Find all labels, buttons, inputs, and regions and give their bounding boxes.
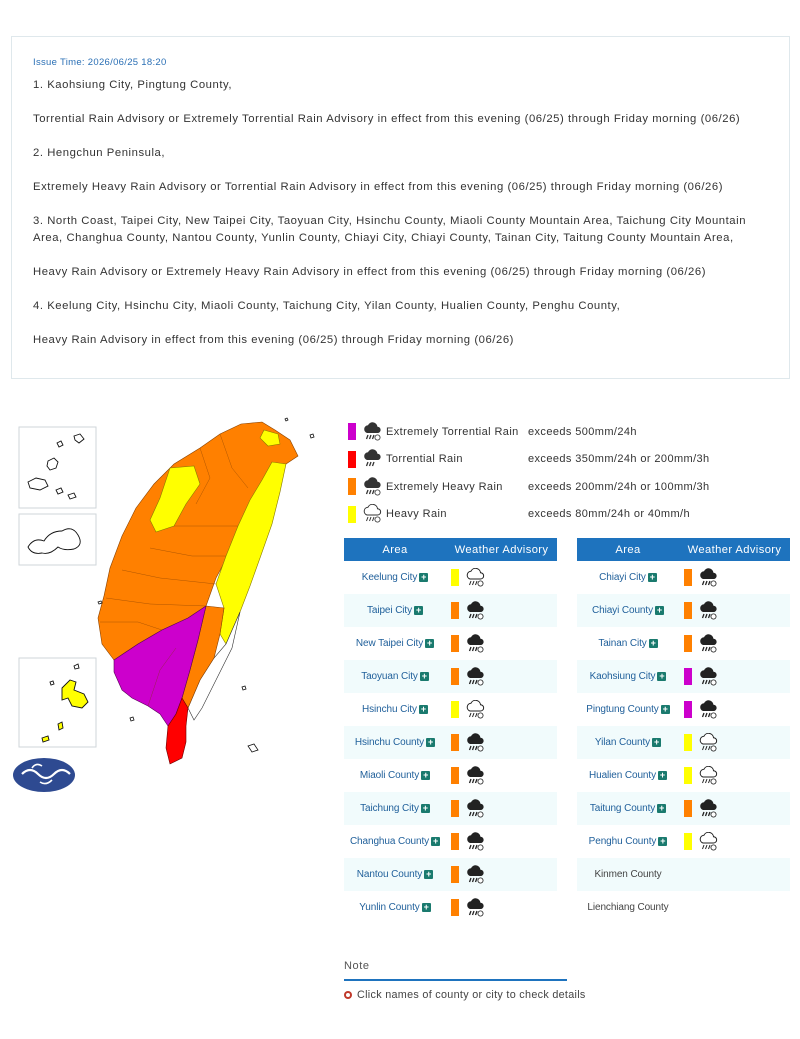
expand-plus-icon[interactable]: + <box>421 670 427 681</box>
advisory-swatch <box>684 833 692 850</box>
advisory-swatch <box>451 701 459 718</box>
area-link[interactable] <box>344 759 446 792</box>
area-link[interactable] <box>344 594 446 627</box>
area-name: Keelung City <box>361 572 418 583</box>
area-name: New Taipei City <box>355 638 424 649</box>
area-name: Tainan City <box>598 638 647 649</box>
table-row <box>344 726 557 759</box>
advisory-cell <box>446 759 557 792</box>
advisory-swatch <box>684 569 692 586</box>
expand-plus-icon[interactable]: + <box>423 769 429 780</box>
expand-plus-icon[interactable]: + <box>659 670 665 681</box>
legend-row <box>348 446 748 474</box>
advisory-legend <box>348 418 748 528</box>
expand-plus-icon[interactable]: + <box>662 703 668 714</box>
area-name: Changhua County <box>349 836 430 847</box>
note-section <box>344 960 586 1001</box>
advisory-swatch <box>451 800 459 817</box>
bulletin-paragraph: Extremely Heavy Rain Advisory or Torrential Rain Advisory in effect from this evening (06/25) through Friday morning (06/26) <box>33 181 724 193</box>
advisory-cell <box>446 891 557 924</box>
note-item <box>344 989 644 1001</box>
advisory-swatch <box>451 866 459 883</box>
advisory-swatch <box>451 569 459 586</box>
bulletin-paragraph: 4. Keelung City, Hsinchu City, Miaoli County, Taichung City, Yilan County, Hualien County, Penghu County, <box>33 300 621 312</box>
advisory-cell <box>679 693 790 726</box>
area-link[interactable] <box>577 627 679 660</box>
legend-row <box>348 418 748 446</box>
heavy-rain-cloud-icon <box>698 700 718 720</box>
advisory-cell <box>679 726 790 759</box>
table-row <box>577 561 790 594</box>
table-row <box>577 792 790 825</box>
area-link[interactable] <box>577 792 679 825</box>
note-text: Click names of county or city to check details <box>357 989 586 1001</box>
bulletin-paragraph: 3. North Coast, Taipei City, New Taipei City, Taoyuan City, Hsinchu County, Miaoli County Mountain Area, Taichung City Mountain Area, Changhua County, Nantou County, Yunlin County, Chiayi City, Chiayi County, Tainan City, Taitung County Mountain Area, <box>33 215 747 244</box>
heavy-rain-cloud-icon <box>465 865 485 885</box>
light-rain-cloud-icon <box>698 766 718 786</box>
advisory-cell <box>679 792 790 825</box>
advisory-swatch <box>451 899 459 916</box>
area-name: Hsinchu City <box>362 704 417 715</box>
bullet-icon <box>344 991 352 999</box>
table-row <box>344 825 557 858</box>
area-link[interactable] <box>577 693 679 726</box>
expand-plus-icon[interactable]: + <box>422 802 428 813</box>
issue-time: Issue Time: 2026/06/25 18:20 <box>33 57 167 68</box>
heavy-rain-cloud-icon <box>465 667 485 687</box>
table-row <box>577 858 790 891</box>
advisory-cell <box>446 792 557 825</box>
area-name: Taipei City <box>366 605 413 616</box>
area-link[interactable] <box>577 594 679 627</box>
heavy-rain-cloud-icon <box>698 601 718 621</box>
area-link[interactable] <box>577 759 679 792</box>
bulletin-paragraph: Torrential Rain Advisory or Extremely Torrential Rain Advisory in effect from this evening (06/25) through Friday morning (06/26) <box>33 113 741 125</box>
advisory-cell <box>446 825 557 858</box>
area-name: Pingtung County <box>586 704 659 715</box>
legend-name: Extremely Torrential Rain <box>386 425 519 438</box>
advisory-table-right <box>577 538 790 924</box>
area-name: Chiayi County <box>592 605 653 616</box>
heavy-rain-cloud-icon <box>698 667 718 687</box>
table-row <box>344 693 557 726</box>
advisory-swatch <box>451 635 459 652</box>
area-name: Hsinchu County <box>354 737 425 748</box>
table-row <box>577 759 790 792</box>
area-link[interactable] <box>344 825 446 858</box>
advisory-cell <box>679 561 790 594</box>
advisory-swatch <box>451 602 459 619</box>
light-rain-cloud-icon <box>465 568 485 588</box>
area-link[interactable] <box>344 792 446 825</box>
bulletin-paragraph: 1. Kaohsiung City, Pingtung County, <box>33 79 233 91</box>
area-name: Yunlin County <box>359 902 420 913</box>
table-row <box>344 627 557 660</box>
area-link[interactable] <box>344 891 446 924</box>
expand-plus-icon[interactable]: + <box>427 637 433 648</box>
advisory-cell <box>679 660 790 693</box>
heavy-rain-cloud-icon <box>698 568 718 588</box>
area-link[interactable] <box>577 561 679 594</box>
legend-threshold: exceeds 500mm/24h <box>528 425 637 438</box>
table-row <box>344 858 557 891</box>
bulletin-paragraph: Heavy Rain Advisory in effect from this evening (06/25) through Friday morning (06/26) <box>33 334 514 346</box>
column-header-area: Area <box>577 538 679 561</box>
table-row <box>344 594 557 627</box>
heavy-rain-cloud-icon <box>698 634 718 654</box>
area-link[interactable] <box>344 561 446 594</box>
table-row <box>344 792 557 825</box>
advisory-cell <box>446 561 557 594</box>
light-rain-cloud-icon <box>698 832 718 852</box>
area-link <box>577 891 679 924</box>
area-name: Miaoli County <box>359 770 420 781</box>
heavy-rain-cloud-icon <box>465 832 485 852</box>
area-link[interactable] <box>344 660 446 693</box>
column-header-advisory: Weather Advisory <box>446 538 557 561</box>
advisory-map <box>10 408 330 798</box>
area-name: Kaohsiung City <box>589 671 656 682</box>
area-name: Taitung County <box>589 803 656 814</box>
note-title: Note <box>344 960 567 981</box>
legend-row <box>348 473 748 501</box>
expand-plus-icon[interactable]: + <box>421 571 427 582</box>
expand-plus-icon[interactable]: + <box>660 835 666 846</box>
heavy-rain-cloud-icon <box>465 799 485 819</box>
advisory-swatch <box>684 734 692 751</box>
advisory-swatch <box>684 701 692 718</box>
legend-name: Torrential Rain <box>386 453 463 466</box>
area-name: Nantou County <box>356 869 423 880</box>
area-link[interactable] <box>344 858 446 891</box>
heavy-rain-cloud-icon <box>465 766 485 786</box>
area-name: Chiayi City <box>599 572 646 583</box>
expand-plus-icon[interactable]: + <box>659 769 666 780</box>
advisory-cell <box>679 891 790 924</box>
advisory-swatch <box>684 767 692 784</box>
expand-plus-icon[interactable]: + <box>653 736 660 747</box>
area-link[interactable] <box>344 693 446 726</box>
advisory-table-left <box>344 538 557 924</box>
expand-plus-icon[interactable]: + <box>656 604 663 615</box>
table-row <box>577 693 790 726</box>
legend-threshold: exceeds 200mm/24h or 100mm/3h <box>528 480 710 493</box>
expand-plus-icon[interactable]: + <box>423 901 429 912</box>
cwa-logo-icon <box>13 758 75 792</box>
area-link <box>577 858 679 891</box>
expand-plus-icon[interactable]: + <box>420 703 427 714</box>
area-name: Lienchiang County <box>587 902 669 913</box>
area-name: Kinmen County <box>594 869 662 880</box>
expand-plus-icon[interactable]: + <box>432 835 439 846</box>
expand-plus-icon[interactable]: + <box>426 868 432 879</box>
advisory-cell <box>679 858 790 891</box>
advisory-swatch <box>684 668 692 685</box>
area-name: Yilan County <box>594 737 651 748</box>
expand-plus-icon[interactable]: + <box>659 802 665 813</box>
bulletin-paragraph: Heavy Rain Advisory or Extremely Heavy Rain Advisory in effect from this evening (06/25) through Friday morning (06/26) <box>33 266 707 278</box>
advisory-cell <box>446 594 557 627</box>
heavy-rain-cloud-icon <box>362 449 382 469</box>
light-rain-cloud-icon <box>698 733 718 753</box>
advisory-cell <box>446 693 557 726</box>
table-row <box>344 660 557 693</box>
column-header-area: Area <box>344 538 446 561</box>
legend-name: Heavy Rain <box>386 508 447 521</box>
legend-row <box>348 501 748 529</box>
light-rain-cloud-icon <box>465 700 485 720</box>
table-row <box>344 561 557 594</box>
legend-name: Extremely Heavy Rain <box>386 480 503 493</box>
table-row <box>577 594 790 627</box>
heavy-rain-cloud-icon <box>465 898 485 918</box>
advisory-bulletin <box>11 36 790 379</box>
table-row <box>577 726 790 759</box>
expand-plus-icon[interactable]: + <box>650 637 656 648</box>
area-link[interactable] <box>577 726 679 759</box>
advisory-cell <box>446 627 557 660</box>
table-row <box>344 891 557 924</box>
advisory-cell <box>446 660 557 693</box>
advisory-cell <box>679 825 790 858</box>
advisory-cell <box>679 627 790 660</box>
legend-threshold: exceeds 80mm/24h or 40mm/h <box>528 508 691 521</box>
advisory-swatch <box>684 800 692 817</box>
column-header-advisory: Weather Advisory <box>679 538 790 561</box>
area-link[interactable] <box>344 627 446 660</box>
heavy-rain-cloud-icon <box>698 799 718 819</box>
area-link[interactable] <box>577 660 679 693</box>
advisory-swatch <box>684 635 692 652</box>
expand-plus-icon[interactable]: + <box>428 736 434 747</box>
area-name: Penghu County <box>588 836 657 847</box>
expand-plus-icon[interactable]: + <box>649 571 655 582</box>
table-row <box>577 627 790 660</box>
advisory-swatch <box>451 833 459 850</box>
legend-swatch <box>348 451 356 468</box>
advisory-cell <box>679 594 790 627</box>
table-row <box>577 891 790 924</box>
legend-swatch <box>348 423 356 440</box>
advisory-swatch <box>451 734 459 751</box>
table-row <box>577 825 790 858</box>
legend-swatch <box>348 506 356 523</box>
taiwan-map <box>10 408 330 798</box>
heavy-rain-cloud-icon <box>362 477 382 497</box>
advisory-cell <box>679 759 790 792</box>
heavy-rain-cloud-icon <box>465 634 485 654</box>
expand-plus-icon[interactable]: + <box>415 604 422 615</box>
bulletin-paragraph: 2. Hengchun Peninsula, <box>33 147 166 159</box>
table-row <box>577 660 790 693</box>
advisory-swatch <box>684 602 692 619</box>
area-name: Taichung City <box>360 803 419 814</box>
area-link[interactable] <box>577 825 679 858</box>
advisory-swatch <box>451 767 459 784</box>
advisory-swatch <box>451 668 459 685</box>
legend-threshold: exceeds 350mm/24h or 200mm/3h <box>528 453 710 466</box>
advisory-cell <box>446 858 557 891</box>
legend-swatch <box>348 478 356 495</box>
area-link[interactable] <box>344 726 446 759</box>
heavy-rain-cloud-icon <box>362 422 382 442</box>
heavy-rain-cloud-icon <box>465 733 485 753</box>
advisory-cell <box>446 726 557 759</box>
area-name: Hualien County <box>589 770 656 781</box>
light-rain-cloud-icon <box>362 504 382 524</box>
area-name: Taoyuan City <box>361 671 418 682</box>
heavy-rain-cloud-icon <box>465 601 485 621</box>
table-row <box>344 759 557 792</box>
